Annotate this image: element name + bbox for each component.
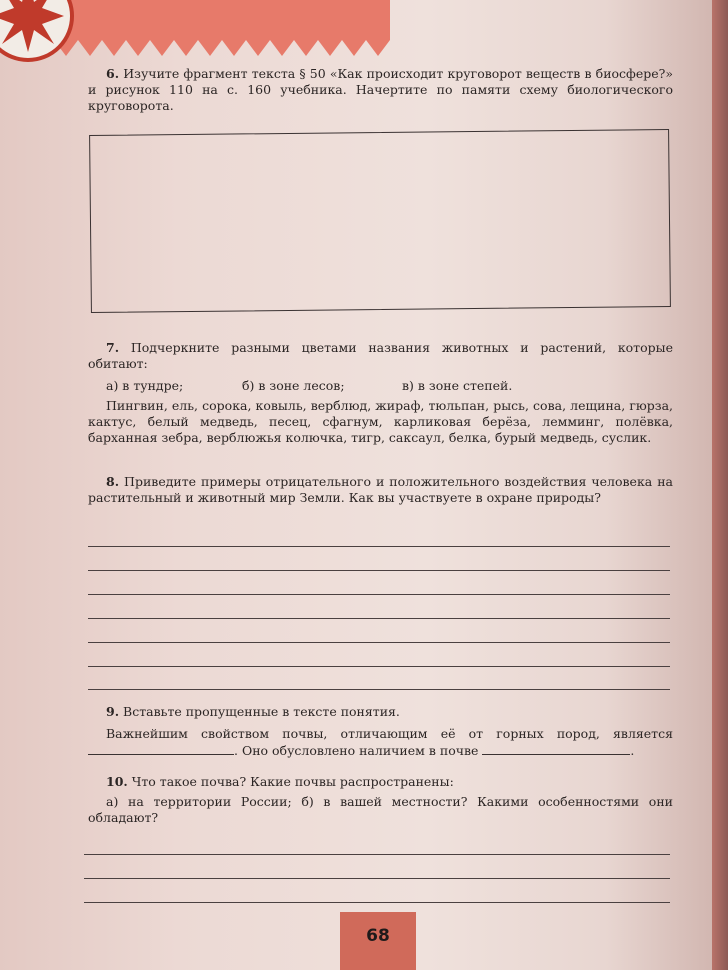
sentence-mid: . Оно обусловлено наличием в почве [234, 743, 479, 758]
task-text: Подчеркните разными цветами названия животных и растений, которые обитают: [88, 340, 673, 371]
answer-line[interactable] [88, 666, 670, 667]
task-6 [88, 66, 673, 114]
blank-2[interactable] [482, 742, 630, 755]
task-text: Что такое почва? Какие почвы распространены: [131, 774, 454, 789]
task-7 [88, 340, 673, 446]
task-text: Вставьте пропущенные в тексте понятия. [123, 704, 400, 719]
drawing-area[interactable] [89, 129, 671, 313]
task-number: 7. [106, 340, 120, 355]
sentence-end: . [630, 743, 635, 758]
zone-options [88, 378, 673, 394]
task-number: 8. [106, 474, 120, 489]
answer-line[interactable] [84, 878, 670, 879]
star-icon [0, 0, 66, 54]
answer-line[interactable] [88, 642, 670, 643]
task-number: 9. [106, 704, 120, 719]
page-number-tab [340, 912, 416, 970]
answer-line[interactable] [88, 594, 670, 595]
option-forest: б) в зоне лесов; [242, 378, 345, 393]
answer-line[interactable] [88, 546, 670, 547]
answer-line[interactable] [88, 618, 670, 619]
answer-line[interactable] [88, 570, 670, 571]
task-number: 6. [106, 66, 120, 81]
option-steppe: в) в зоне степей. [402, 378, 513, 393]
page-number: 68 [366, 926, 390, 946]
answer-line[interactable] [88, 689, 670, 690]
blank-1[interactable] [88, 742, 234, 755]
task-text: Приведите примеры отрицательного и положительного воздействия человека на растительный и животный мир Земли. Как вы участвуете в охране природы? [88, 474, 673, 505]
sentence-start: Важнейшим свойством почвы, отличающим её от горных пород, является [106, 726, 673, 741]
task-subtext: а) на территории России; б) в вашей местности? Какими особенностями они обладают? [88, 794, 673, 825]
answer-line[interactable] [84, 854, 670, 855]
page-edge [712, 0, 728, 970]
star-emblem [0, 0, 74, 62]
task-number: 10. [106, 774, 128, 789]
words-list[interactable]: Пингвин, ель, сорока, ковыль, верблюд, жираф, тюльпан, рысь, сова, лещина, гюрза, кактус, белый медведь, песец, сфагнум, карликовая берёза, лемминг, полёвка, барханная зебра, верблюжья колючка, тигр, саксаул, белка, бурый медведь, суслик. [88, 398, 673, 445]
task-8 [88, 474, 673, 506]
answer-line[interactable] [84, 902, 670, 903]
task-text: Изучите фрагмент текста § 50 «Как происходит круговорот веществ в биосфере?» и рисунок 110 на с. 160 учебника. Начертите по памяти схему биологического круговорота. [88, 66, 673, 113]
option-tundra: а) в тундре; [106, 378, 184, 393]
task-9 [88, 704, 673, 759]
task-10 [88, 774, 673, 826]
